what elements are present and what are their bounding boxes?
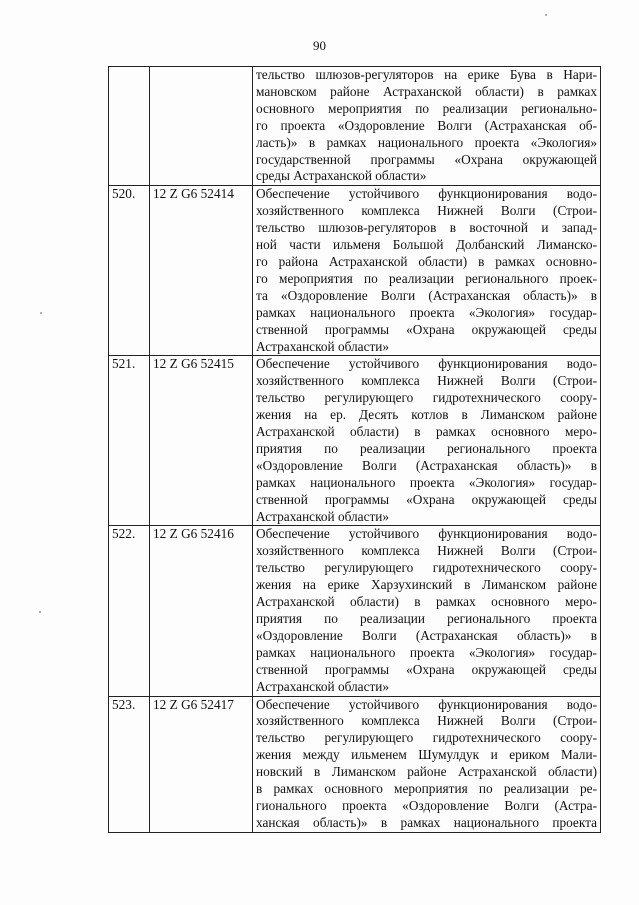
row-number: 520.	[109, 186, 150, 356]
description-line: го района Астраханской области) в рамках основно-	[256, 253, 597, 269]
description-line: жения на ерике Харзухинский в Лиманском районе	[256, 577, 597, 593]
description-line: мановском районе Астраханской области) в рамках	[256, 83, 597, 99]
table-row	[109, 696, 601, 832]
table-row	[109, 526, 601, 696]
description-line: Астраханской области) в рамках основного меро-	[256, 594, 597, 610]
description-line: та «Оздоровление Волги (Астраханская область)» в	[256, 287, 597, 303]
description-line: основного мероприятия по реализации регионально-	[256, 100, 597, 116]
description-line: государственной программы «Охрана окружающей	[256, 151, 597, 167]
description-line: в рамках основного мероприятия по реализации ре-	[256, 781, 597, 797]
row-number: 522.	[109, 526, 150, 696]
scan-speck	[545, 14, 547, 16]
description-cell	[253, 696, 601, 832]
description-line: тельство шлюзов-регуляторов в восточной и запад-	[256, 220, 597, 236]
description-line: приятия по реализации регионального проекта	[256, 611, 597, 626]
description-line: ласть)» в рамках национального проекта «Экология»	[256, 134, 597, 150]
description-line: новский в Лиманском районе Астраханской области)	[256, 764, 597, 780]
description-line: го мероприятия по реализации регионального проек-	[256, 270, 597, 286]
description-line: гионального проекта «Оздоровление Волги (Астра-	[256, 797, 597, 813]
description-line: хозяйственного комплекса Нижней Волги (Строи-	[256, 203, 597, 219]
row-number: 521.	[109, 356, 150, 526]
budget-code: 12 Z G6 52416	[150, 526, 253, 696]
description-line: ной части ильменя Большой Долбанский Лиманско-	[256, 237, 597, 253]
description-line: Обеспечение устойчивого функционирования водо-	[256, 696, 597, 712]
description-line: «Оздоровление Волги (Астраханская область)» в	[256, 627, 597, 643]
description-line: рамках национального проекта «Экология» государ-	[256, 644, 597, 660]
description-line: Астраханской области»	[256, 338, 390, 354]
row-number	[109, 67, 150, 186]
description-line: рамках национального проекта «Экология» государ-	[256, 304, 597, 320]
description-line: приятия по реализации регионального проекта	[256, 440, 597, 456]
description-line: ственной программы «Охрана окружающей среды	[256, 321, 597, 337]
description-line: жения на ер. Десять котлов в Лиманском районе	[256, 407, 597, 423]
description-line: тельство регулирующего гидротехнического соору-	[256, 730, 597, 746]
scan-speck	[40, 312, 42, 314]
scan-speck	[39, 611, 41, 613]
description-line: ственной программы «Охрана окружающей среды	[256, 491, 597, 507]
description-cell	[253, 356, 601, 526]
budget-code: 12 Z G6 52415	[150, 356, 253, 526]
description-line: Обеспечение устойчивого функционирования водо-	[256, 526, 597, 542]
description-line: жения между ильменем Шумулдук и ериком Мали-	[256, 747, 597, 763]
description-cell	[253, 186, 601, 356]
budget-code: 12 Z G6 52417	[150, 696, 253, 832]
description-line: го проекта «Оздоровление Волги (Астраханская об-	[256, 117, 597, 133]
description-line: Обеспечение устойчивого функционирования водо-	[256, 356, 597, 372]
table-row	[109, 356, 601, 526]
budget-code: 12 Z G6 52414	[150, 186, 253, 356]
description-line: Астраханской области»	[256, 508, 390, 524]
row-number: 523.	[109, 696, 150, 832]
table-row	[109, 186, 601, 356]
budget-table	[108, 66, 601, 833]
description-line: Обеспечение устойчивого функционирования водо-	[256, 186, 597, 202]
table-row	[109, 67, 601, 186]
description-line: «Оздоровление Волги (Астраханская область)» в	[256, 457, 597, 473]
description-line: тельство регулирующего гидротехнического соору-	[256, 390, 597, 406]
description-line: среды Астраханской области»	[256, 168, 427, 184]
description-line: хозяйственного комплекса Нижней Волги (Строи-	[256, 713, 597, 729]
description-cell	[253, 526, 601, 696]
description-line: Астраханской области) в рамках основного меро-	[256, 424, 597, 440]
description-line: ственной программы «Охрана окружающей среды	[256, 661, 597, 677]
description-cell	[253, 67, 601, 186]
page-number: 90	[313, 38, 326, 53]
description-line: Астраханской области»	[256, 678, 390, 694]
description-line: хозяйственного комплекса Нижней Волги (Строи-	[256, 543, 597, 559]
description-line: хозяйственного комплекса Нижней Волги (Строи-	[256, 373, 597, 389]
description-line: ханская область)» в рамках национального проекта	[256, 814, 597, 830]
description-line: тельство регулирующего гидротехнического соору-	[256, 560, 597, 576]
description-line: рамках национального проекта «Экология» государ-	[256, 474, 597, 490]
description-line: тельство шлюзов-регуляторов на ерике Бува в Нари-	[256, 67, 597, 82]
budget-code	[150, 67, 253, 186]
